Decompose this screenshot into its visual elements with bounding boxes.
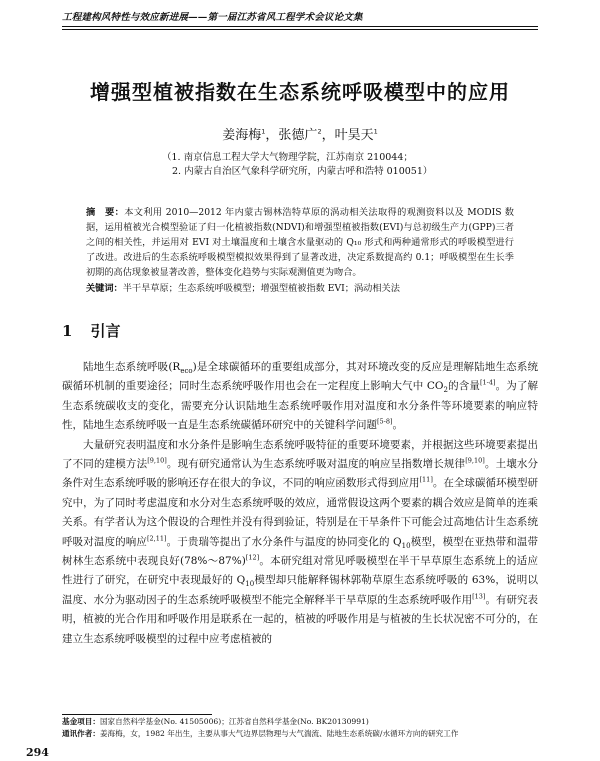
text-run: 。现有研究通常认为生态系统呼吸对温度的响应呈指数增长规律 <box>166 458 466 471</box>
body-paragraph <box>62 436 538 649</box>
section-heading <box>62 320 120 341</box>
keywords-label: 关键词： <box>86 283 123 294</box>
text-run: 。于贵瑞等提出了水分条件与温度的协同变化的 Q <box>166 535 402 548</box>
text-run: 大量研究表明温度和水分条件是影响生态系统呼吸特征的重要环境要素，并根据这些环境要素提出了不同的建模方法 <box>62 438 538 471</box>
keywords-text: 半干旱草原；生态系统呼吸模型；增强型植被指数 EVI；涡动相关法 <box>122 283 400 294</box>
author-affiliation-mark: 2 <box>317 127 322 136</box>
paper-title: 增强型植被指数在生态系统呼吸模型中的应用 <box>90 80 510 104</box>
subscript: 10 <box>401 541 411 550</box>
text-run: 。为了解生态系统碳收支的变化，需要充分认识陆地生态系统呼吸作用对温度和水分条件等环境要素的响应特性，陆地生态系统呼吸一直是生态系统碳循环研究中的关键科学问题 <box>62 380 539 432</box>
header-rule <box>62 26 538 27</box>
text-run: )是全球碳循环的重要组成部分，其对环境改变的反应是理解陆地生态系统碳循环机制的重要途径；同时生态系统呼吸作用也会在一定程度上影响大气中 CO <box>62 361 538 393</box>
section-title: 引言 <box>90 322 121 340</box>
author-name: 张德广 <box>278 128 318 143</box>
body-paragraph <box>62 358 538 436</box>
subscript: 2 <box>443 386 448 395</box>
abstract <box>86 205 514 280</box>
citation-ref: [11] <box>419 475 433 484</box>
citation-ref: [9,10] <box>147 456 167 465</box>
affiliations <box>162 151 432 179</box>
subscript: eco <box>180 367 193 376</box>
author-name: 叶昊天 <box>334 128 374 143</box>
text-run: 。本研究组对常见呼吸模型在半干旱草原生态系统上的适应性进行了研究，在研究中表现最好的 Q <box>62 555 538 587</box>
footnotes <box>62 716 458 740</box>
abstract-text: 本文利用 2010—2012 年内蒙古锡林浩特草原的涡动相关法取得的观测资料以及 MODIS 数据，运用植被光合模型验证了归一化植被指数(NDVI)和增强型植被指数(EVI)与总初级生产力(GPP)三者之间的相关性，并运用对 EVI 对土壤温度和土壤含水量驱动的 Q₁₀ 形式和两种通常形式的呼吸模型进行了改进。改进后的生态系统呼吸模型模拟效果得到了显著改进，决定系数提高约 0.1；呼吸模型在生长季初期的高估现象被显著改善，整体变化趋势与实际观测值更为吻合。 <box>86 207 514 278</box>
text-run: 模型，模型在亚热带和温带树林生态系统中表现良好(78%～87%) <box>62 535 539 568</box>
body-text <box>62 358 538 649</box>
running-header: 工程建构风特性与效应新进展——第一届江苏省风工程学术会议论文集 <box>62 12 363 23</box>
text-run: 的含量 <box>447 380 480 393</box>
citation-ref: [2,11] <box>146 534 167 543</box>
text-run: 模型却只能解释锡林郭勒草原生态系统呼吸的 63%，说明以温度、水分为驱动因子的生态系统呼吸模型不能完全解释半干旱草原的生态系统呼吸作用 <box>62 574 538 606</box>
author-name: 姜海梅 <box>222 128 262 143</box>
footnote-rule <box>62 714 212 715</box>
section-number: 1 <box>62 322 73 340</box>
text-run: 。在全球碳循环模型研究中，为了同时考虑温度和水分对生态系统呼吸的效应，通常假设这两个要素的耦合效应是简单的连乘关系。有学者认为这个假设的合理性并没有得到验证，特别是在干旱条件下可能会过高地估计生态系统呼吸对温度的响应 <box>62 477 539 548</box>
citation-ref: [9,10] <box>465 456 485 465</box>
text-run: 。有研究表明，植被的光合作用和呼吸作用是联系在一起的，植被的呼吸作用是与植被的生长状况密不可分的，在建立生态系统呼吸模型的过程中应考虑植被的 <box>62 593 539 645</box>
footnote-author: 通讯作者：姜海梅，女，1982 年出生，主要从事大气边界层物理与大气湍流、陆地生态系统碳/水循环方向的研究工作 <box>62 729 459 738</box>
citation-ref: [1-4] <box>479 378 496 387</box>
footnote-funding: 基金项目：国家自然科学基金(No. 41505006)；江苏省自然科学基金(No. BK20130991) <box>62 717 369 726</box>
keywords <box>86 280 400 294</box>
affiliation-1: （1. 南京信息工程大学大气物理学院，江苏南京 210044； <box>162 152 413 163</box>
subscript: 10 <box>245 580 255 589</box>
author-separator: ， <box>321 128 335 143</box>
text-run: 。土壤水分条件对生态系统呼吸的影响还存在很大的争议，不同的响应函数形式得到应用 <box>62 458 539 490</box>
author-affiliation-mark: 1 <box>373 127 378 136</box>
text-run: 陆地生态系统呼吸(R <box>83 361 181 373</box>
citation-ref: [12] <box>245 553 260 562</box>
author-separator: ， <box>265 128 279 143</box>
author-list <box>0 124 600 143</box>
header-rule-thin <box>62 29 538 30</box>
abstract-label: 摘 要： <box>86 207 125 218</box>
page-number: 294 <box>26 746 49 759</box>
citation-ref: [5-8] <box>377 417 393 426</box>
affiliation-2: 2. 内蒙古自治区气象科学研究所，内蒙古呼和浩特 010051） <box>172 166 433 177</box>
author-affiliation-mark: 1 <box>261 127 266 136</box>
citation-ref: [13] <box>472 592 486 601</box>
text-run: 。 <box>392 419 404 432</box>
